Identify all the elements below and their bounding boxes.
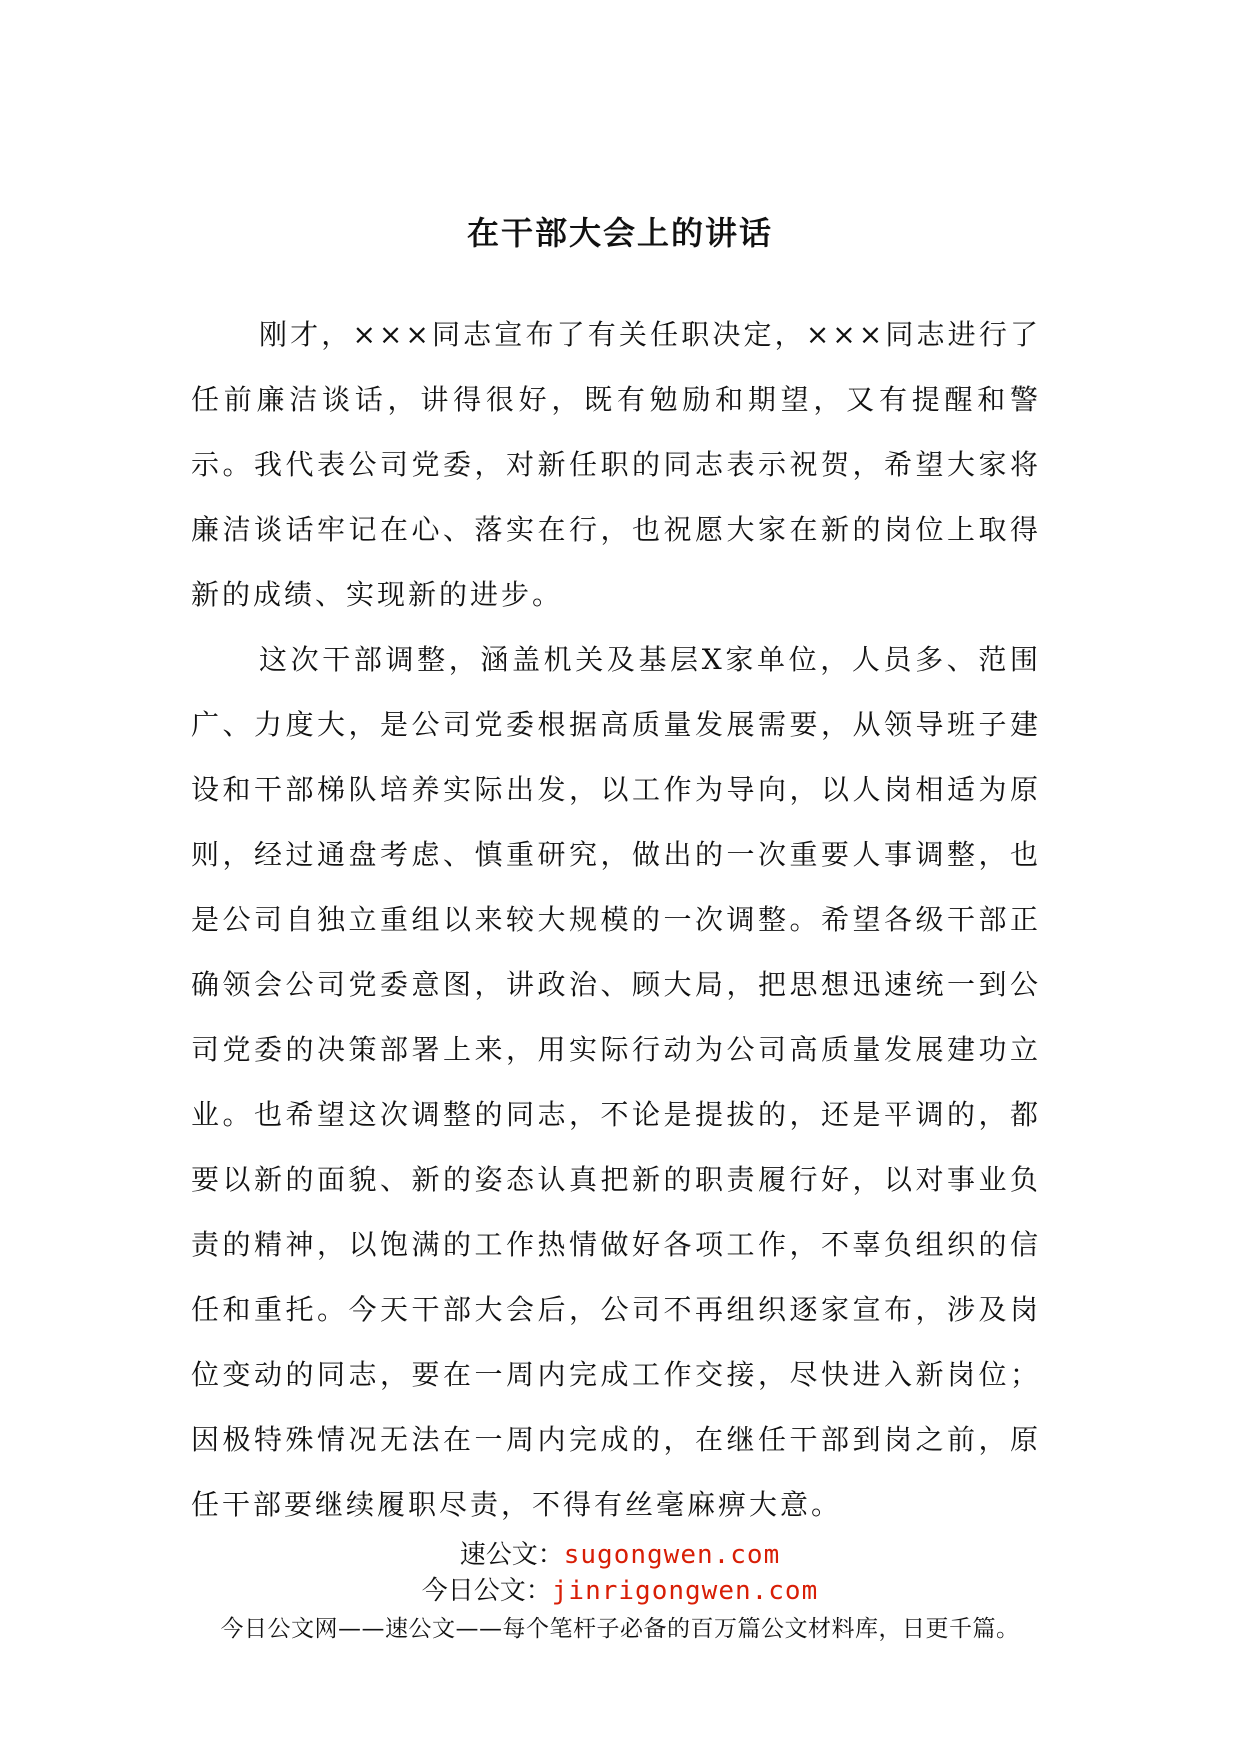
footer xyxy=(0,1537,1240,1645)
jinrigongwen-link[interactable]: jinrigongwen.com xyxy=(551,1576,819,1606)
document-title: 在干部大会上的讲话 xyxy=(466,214,773,252)
footer-tagline: 今日公文网——速公文——每个笔杆子必备的百万篇公文材料库，日更千篇。 xyxy=(220,1616,1020,1642)
sugongwen-link[interactable]: sugongwen.com xyxy=(563,1540,781,1570)
footer-line-sugongwen xyxy=(0,1537,1240,1573)
document-body xyxy=(191,302,1041,1537)
footer-line-jinrigongwen xyxy=(0,1573,1240,1609)
paragraph: 刚才，×××同志宣布了有关任职决定，×××同志进行了任前廉洁谈话，讲得很好，既有勉励和期望，又有提醒和警示。我代表公司党委，对新任职的同志表示祝贺，希望大家将廉洁谈话牢记在心、落实在行，也祝愿大家在新的岗位上取得新的成绩、实现新的进步。 xyxy=(191,318,1041,611)
footer-label: 今日公文： xyxy=(421,1576,552,1606)
footer-label: 速公文： xyxy=(459,1540,564,1570)
paragraph: 这次干部调整，涵盖机关及基层X家单位，人员多、范围广、力度大，是公司党委根据高质量发展需要，从领导班子建设和干部梯队培养实际出发，以工作为导向，以人岗相适为原则，经过通盘考虑、慎重研究，做出的一次重要人事调整，也是公司自独立重组以来较大规模的一次调整。希望各级干部正确领会公司党委意图，讲政治、顾大局，把思想迅速统一到公司党委的决策部署上来，用实际行动为公司高质量发展建功立业。也希望这次调整的同志，不论是提拔的，还是平调的，都要以新的面貌、新的姿态认真把新的职责履行好，以对事业负责的精神，以饱满的工作热情做好各项工作，不辜负组织的信任和重托。今天干部大会后，公司不再组织逐家宣布，涉及岗位变动的同志，要在一周内完成工作交接，尽快进入新岗位；因极特殊情况无法在一周内完成的，在继任干部到岗之前，原任干部要继续履职尽责，不得有丝毫麻痹大意。 xyxy=(191,643,1041,1521)
